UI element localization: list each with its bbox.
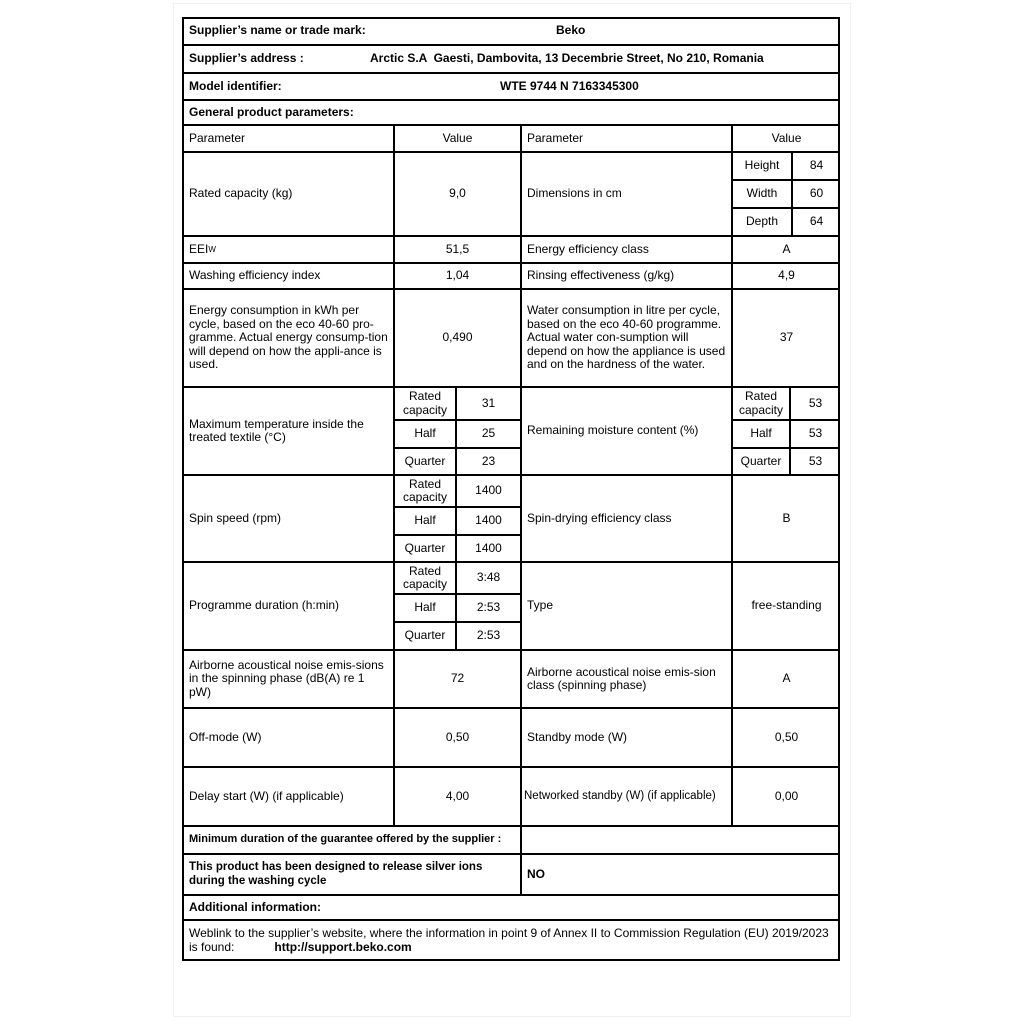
standby-value: 0,50 <box>774 729 799 744</box>
moisture-quarter-value: 53 <box>808 453 823 468</box>
column-header-value: Value <box>771 130 802 145</box>
silver-ions-value: NO <box>527 866 545 881</box>
sub-label-half: Half <box>750 426 772 441</box>
noise-emission-value: 72 <box>450 671 465 686</box>
sub-label-half: Half <box>414 600 436 615</box>
width-label: Width <box>746 186 778 201</box>
sub-label-rated-capacity: Rated capacity <box>402 389 448 417</box>
general-parameters-heading: General product parameters: <box>189 104 354 119</box>
spin-class-label: Spin-drying efficiency class <box>527 510 672 525</box>
off-mode-value: 0,50 <box>445 729 470 744</box>
eei-subscript: W <box>208 244 216 254</box>
silver-ions-label: This product has been designed to release silver ions during the washing cycle <box>189 861 483 887</box>
sub-label-quarter: Quarter <box>740 453 782 468</box>
type-value: free-standing <box>751 598 822 613</box>
moisture-half-value: 53 <box>808 426 823 441</box>
washing-index-label: Washing efficiency index <box>189 268 321 283</box>
guarantee-value <box>522 827 840 853</box>
eei-text: EEI <box>189 241 209 256</box>
water-consumption-value: 37 <box>779 330 794 345</box>
noise-class-label: Airborne acoustical noise emis-sion class (spinning phase) <box>527 664 716 692</box>
energy-consumption-label: Energy consumption in kWh per cycle, based on the eco 40-60 pro-gramme. Actual energy consump-tion will depend on how the appli-ance is used. <box>189 303 388 372</box>
rinsing-label: Rinsing effectiveness (g/kg) <box>527 268 675 283</box>
delay-start-label: Delay start (W) (if applicable) <box>189 788 344 803</box>
depth-label: Depth <box>745 214 779 229</box>
max-temperature-half-value: 25 <box>481 426 496 441</box>
depth-value: 64 <box>809 214 824 229</box>
supplier-address-label: Supplier’s address : <box>189 51 304 66</box>
weblink-text: Weblink to the supplier’s website, where the information in point 9 of Annex II to Commission Regulation (EU) 2019/2023 is found: <box>189 926 829 954</box>
type-label: Type <box>527 598 554 613</box>
model-identifier-label: Model identifier: <box>189 78 282 93</box>
energy-class-label: Energy efficiency class <box>527 241 649 256</box>
max-temperature-label: Maximum temperature inside the treated textile (°C) <box>189 416 364 444</box>
sub-label-rated-capacity: Rated capacity <box>738 389 784 417</box>
spin-class-value: B <box>782 510 791 525</box>
spin-speed-label: Spin speed (rpm) <box>189 510 282 525</box>
rated-capacity-value: 9,0 <box>449 186 466 201</box>
programme-duration-label: Programme duration (h:min) <box>189 598 340 613</box>
water-consumption-label: Water consumption in litre per cycle, based on the eco 40-60 programme. Actual water con-sumption will depend on how the appliance is used and on the hardness of the water. <box>527 303 726 372</box>
sub-label-half: Half <box>414 426 436 441</box>
energy-class-value: A <box>782 241 791 256</box>
rinsing-value: 4,9 <box>778 268 795 283</box>
off-mode-label: Off-mode (W) <box>189 729 262 744</box>
weblink-row <box>184 921 838 959</box>
sub-label-rated-capacity: Rated capacity <box>402 476 448 504</box>
noise-emission-label: Airborne acoustical noise emis-sions in the spinning phase (dB(A) re 1 pW) <box>189 657 384 699</box>
standby-label: Standby mode (W) <box>527 729 628 744</box>
spin-rated-value: 1400 <box>475 483 502 498</box>
washing-index-value: 1,04 <box>445 268 470 283</box>
rated-capacity-label: Rated capacity (kg) <box>189 186 293 201</box>
eei-label <box>184 237 393 262</box>
sub-label-quarter: Quarter <box>404 628 446 643</box>
sub-label-rated-capacity: Rated capacity <box>402 563 448 591</box>
spin-quarter-value: 1400 <box>475 540 502 555</box>
column-header-value: Value <box>442 130 473 145</box>
moisture-rated-value: 53 <box>808 395 823 410</box>
energy-consumption-value: 0,490 <box>442 330 473 345</box>
sub-label-quarter: Quarter <box>404 540 446 555</box>
height-label: Height <box>744 158 780 173</box>
guarantee-label: Minimum duration of the guarantee offered by the supplier : <box>189 833 502 846</box>
dimensions-label: Dimensions in cm <box>527 186 622 201</box>
additional-information-heading: Additional information: <box>189 899 321 914</box>
sub-label-half: Half <box>414 513 436 528</box>
spin-half-value: 1400 <box>475 513 502 528</box>
supplier-name-label: Supplier’s name or trade mark: <box>189 23 366 38</box>
weblink-url[interactable]: http://support.beko.com <box>274 939 412 954</box>
sub-label-quarter: Quarter <box>404 453 446 468</box>
max-temperature-quarter-value: 23 <box>481 453 496 468</box>
remaining-moisture-label: Remaining moisture content (%) <box>527 423 699 438</box>
max-temperature-rated-value: 31 <box>481 395 496 410</box>
eei-value: 51,5 <box>445 241 470 256</box>
column-header-parameter: Parameter <box>189 130 246 145</box>
supplier-name-value: Beko <box>556 23 586 38</box>
supplier-address-value: Arctic S.A Gaesti, Dambovita, 13 Decembrie Street, No 210, Romania <box>370 51 764 66</box>
model-identifier-value: WTE 9744 N 7163345300 <box>500 78 639 93</box>
duration-quarter-value: 2:53 <box>476 628 501 643</box>
duration-half-value: 2:53 <box>476 600 501 615</box>
column-header-parameter: Parameter <box>527 130 584 145</box>
height-value: 84 <box>809 158 824 173</box>
duration-rated-value: 3:48 <box>476 570 501 585</box>
noise-class-value: A <box>782 671 791 686</box>
networked-standby-value: 0,00 <box>774 788 799 803</box>
networked-standby-label: Networked standby (W) (if applicable) <box>524 789 716 802</box>
width-value: 60 <box>809 186 824 201</box>
delay-start-value: 4,00 <box>445 788 470 803</box>
